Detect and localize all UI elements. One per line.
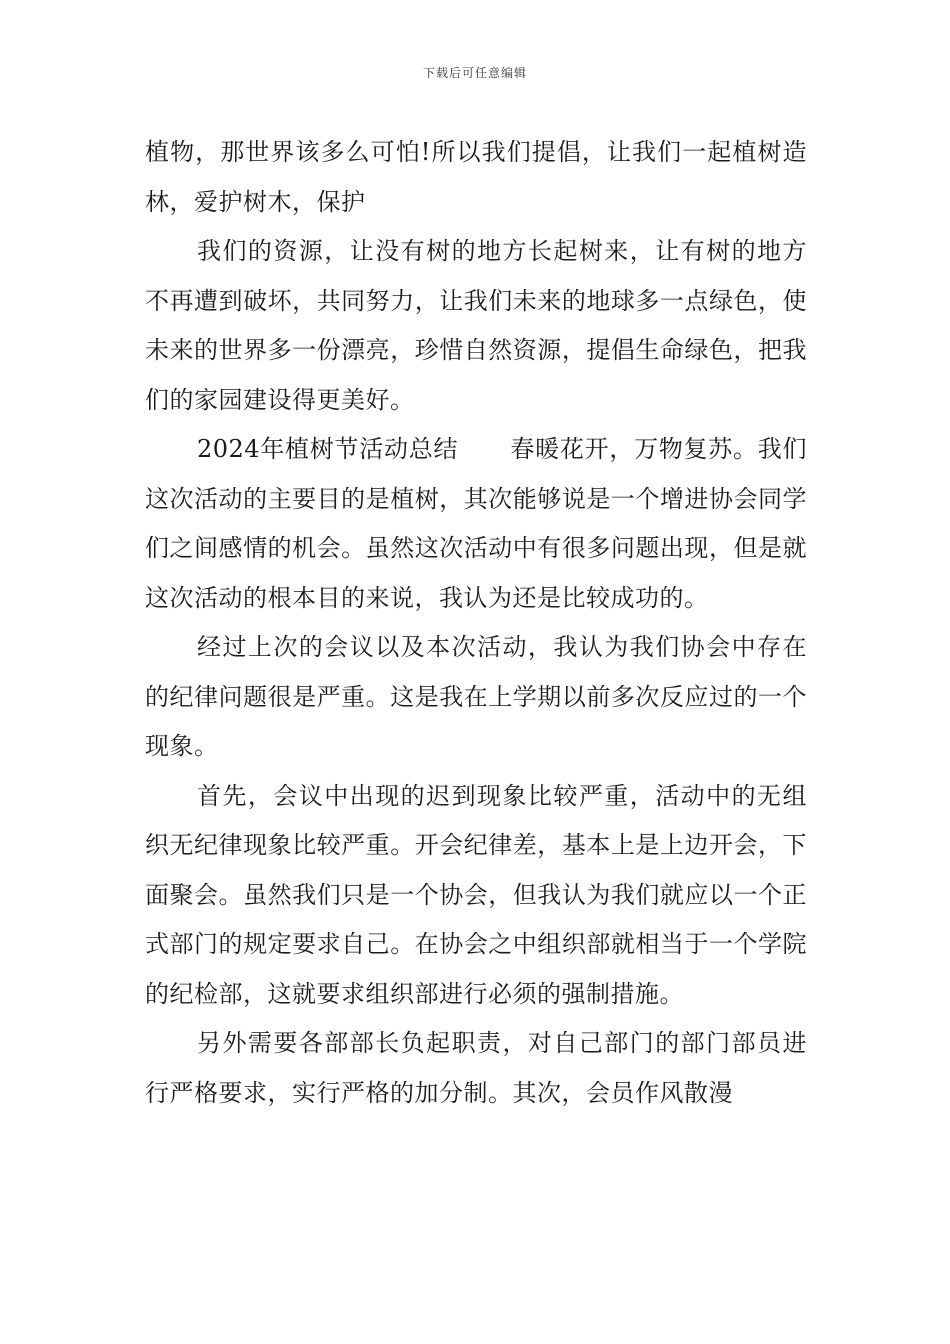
header-note: 下载后可任意编辑 (422, 66, 527, 80)
section-title: 2024年植树节活动总结 (197, 435, 459, 463)
paragraph-4: 经过上次的会议以及本次活动，我认为我们协会中存在的纪律问题很是严重。这是我在上学期以前多次反应过的一个现象。 (145, 633, 807, 760)
paragraph-5: 首先，会议中出现的迟到现象比较严重，活动中的无组织无纪律现象比较严重。开会纪律差，基本上是上边开会，下面聚会。虽然我们只是一个协会，但我认为我们就应以一个正式部门的规定要求自己。在协会之中组织部就相当于一个学院的纪检部，这就要求组织部进行必须的强制措施。 (145, 781, 807, 1008)
paragraph-1: 植物，那世界该多么可怕!所以我们提倡，让我们一起植树造林，爱护树木，保护 (145, 138, 807, 216)
paragraph-2: 我们的资源，让没有树的地方长起树来，让有树的地方不再遭到破坏，共同努力，让我们未来的地球多一点绿色，使未来的世界多一份漂亮，珍惜自然资源，提倡生命绿色，把我们的家园建设得更美好。 (145, 237, 807, 414)
paragraph-3 (145, 425, 807, 623)
paragraph-3-text: 春暖花开，万物复苏。我们这次活动的主要目的是植树，其次能够说是一个增进协会同学们之间感情的机会。虽然这次活动中有很多问题出现，但是就这次活动的根本目的来说，我认为还是比较成功的。 (145, 435, 807, 612)
paragraph-6: 另外需要各部部长负起职责，对自己部门的部门部员进行严格要求，实行严格的加分制。其次，会员作风散漫 (145, 1029, 807, 1107)
document-body (145, 128, 807, 1118)
